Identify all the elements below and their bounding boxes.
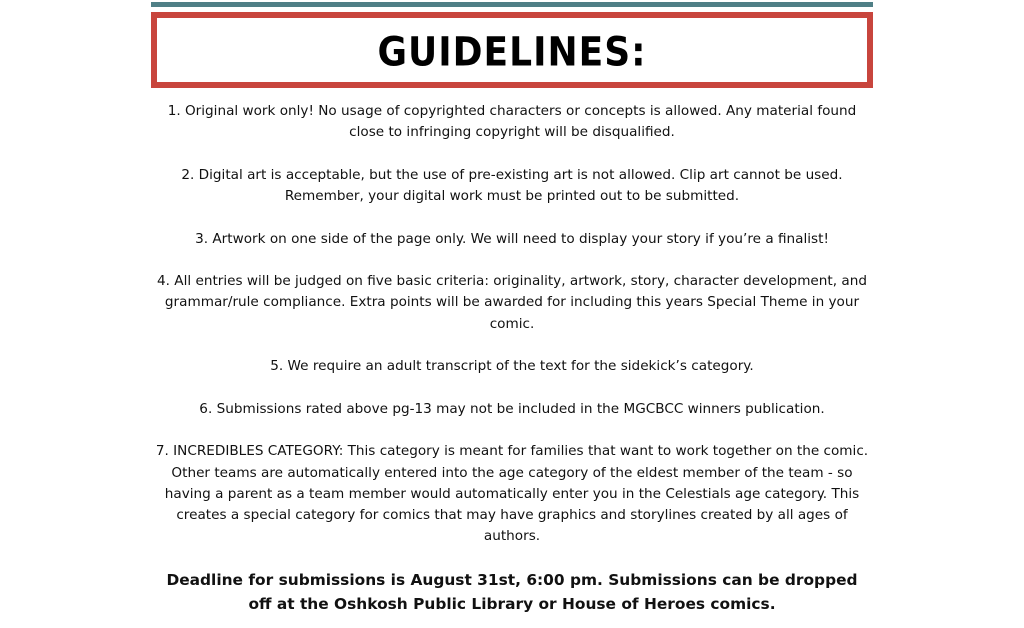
guideline-incredibles-category: 7. INCREDIBLES CATEGORY: This category is meant for families that want to work together on the comic. Other teams are automatically entered into the age category of the eldest member of the team - so having a parent as a team member would automatically enter you in the Celestials age category. This creates a special category for comics that may have graphics and storylines created by all ages of authors. bbox=[155, 443, 869, 545]
deadline-notice: Deadline for submissions is August 31st, 6:00 pm. Submissions can be dropped off at the Oshkosh Public Library or House of Heroes comics. bbox=[166, 571, 858, 613]
guideline-digital-art: 2. Digital art is acceptable, but the use of pre-existing art is not allowed. Clip art cannot be used. Remember, your digital work must be printed out to be submitted. bbox=[181, 166, 843, 204]
guideline-rating: 6. Submissions rated above pg-13 may not be included in the MGCBCC winners publication. bbox=[199, 400, 825, 417]
guideline-judging-criteria: 4. All entries will be judged on five basic criteria: originality, artwork, story, character development, and grammar/rule compliance. Extra points will be awarded for including this years Special Theme in your comic. bbox=[157, 273, 867, 332]
guideline-adult-transcript: 5. We require an adult transcript of the text for the sidekick’s category. bbox=[270, 358, 754, 375]
top-divider bbox=[151, 2, 873, 7]
page-title: GUIDELINES: bbox=[377, 29, 647, 75]
guideline-original-work: 1. Original work only! No usage of copyrighted characters or concepts is allowed. Any material found close to infringing copyright will be disqualified. bbox=[167, 103, 857, 141]
guideline-one-side: 3. Artwork on one side of the page only. We will need to display your story if you’re a finalist! bbox=[195, 230, 829, 247]
guidelines-list bbox=[155, 101, 869, 569]
title-banner bbox=[151, 12, 873, 88]
